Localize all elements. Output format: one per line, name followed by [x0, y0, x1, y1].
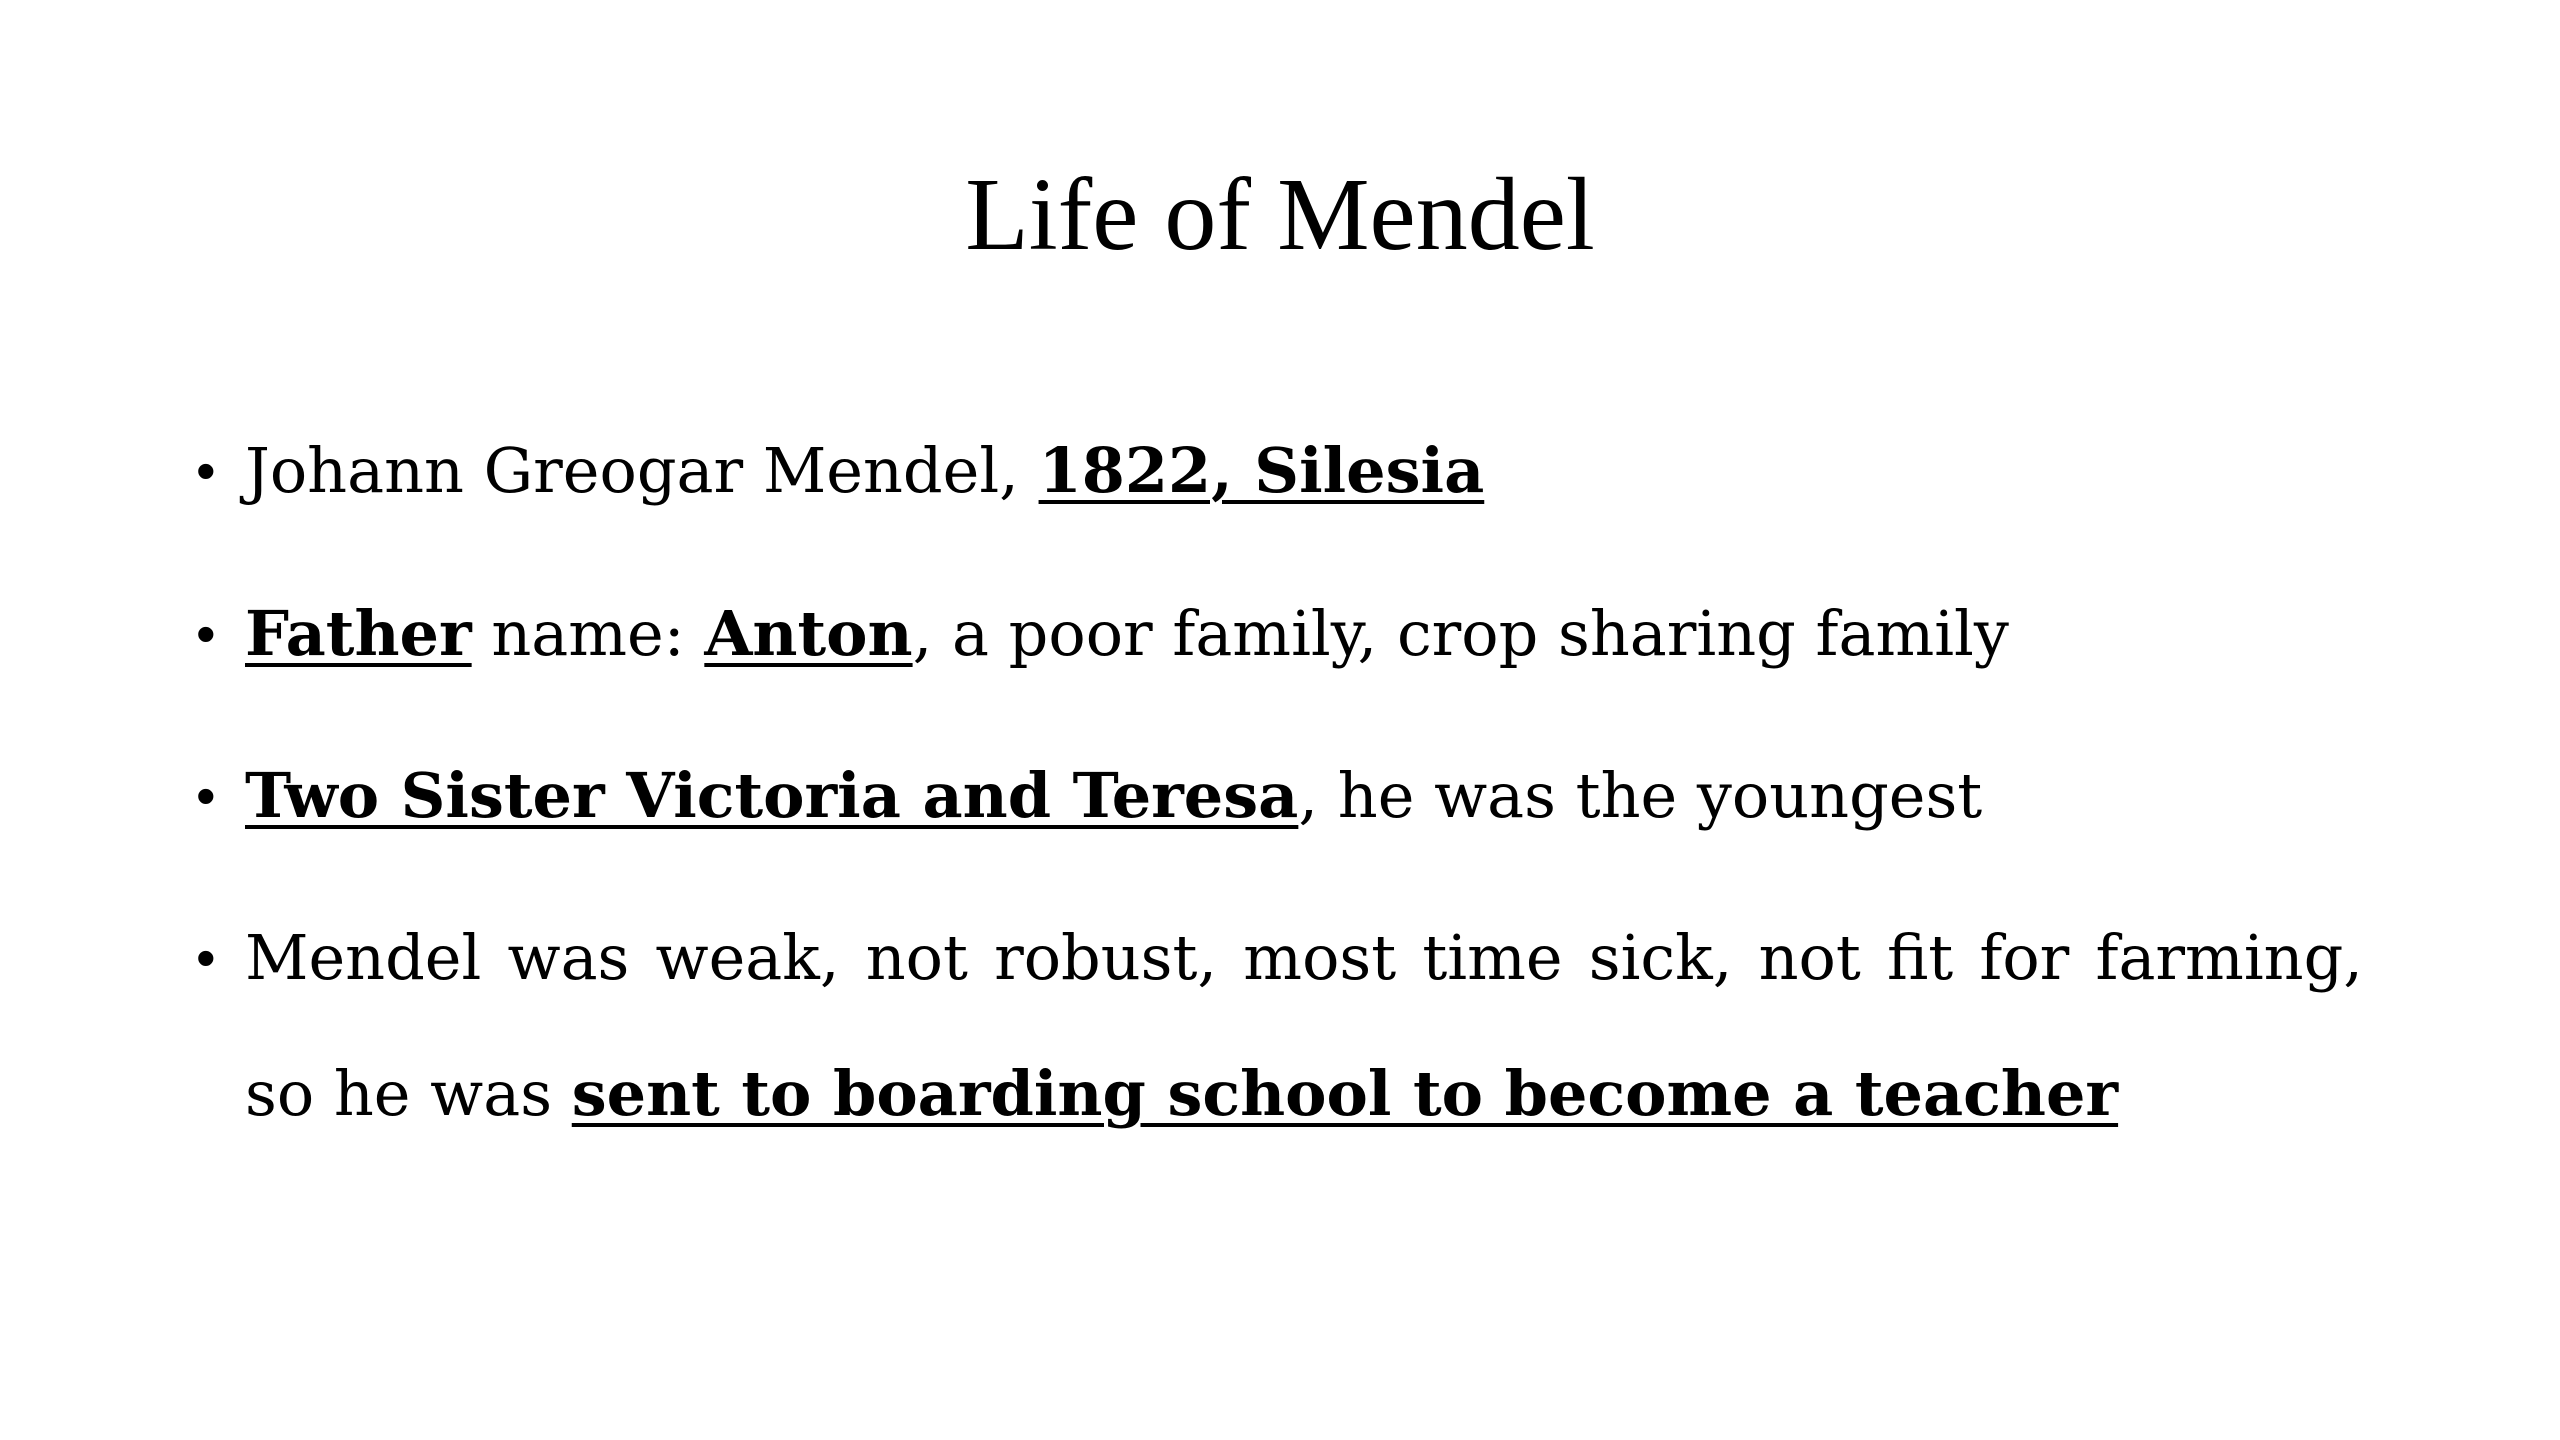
bullet-text-line: Mendel was weak, not robust, most time sick, not fit for farming, — [245, 921, 2363, 994]
bullet-text-emphasis: Anton — [704, 597, 913, 670]
bullet-text-plain: , he was the youngest — [1298, 759, 1983, 832]
slide-title: Life of Mendel — [965, 157, 1595, 272]
bullet-text — [245, 728, 2393, 864]
bullet-text-plain: name: — [471, 597, 705, 670]
bullet-text-line — [245, 1026, 2393, 1162]
bullet-text-plain: , a poor family, crop sharing family — [912, 597, 2009, 670]
bullet-dot-icon: • — [196, 439, 216, 502]
bullet-text-emphasis: sent to boarding school to become a teacher — [571, 1057, 2119, 1130]
bullet-text-emphasis: 1822, Silesia — [1038, 434, 1485, 507]
bullet-text-plain: Johann Greogar Mendel, — [245, 434, 1039, 507]
bullet-dot-icon: • — [196, 602, 216, 665]
bullet-text — [245, 403, 2393, 539]
bullet-text-emphasis: Two Sister Victoria and Teresa — [245, 759, 1299, 832]
bullet-text-emphasis: Father — [245, 597, 472, 670]
bullet-dot-icon: • — [196, 764, 216, 827]
bullet-text-plain: so he was — [245, 1057, 572, 1130]
bullet-dot-icon: • — [196, 926, 216, 989]
bullet-text — [245, 890, 2393, 1162]
bullet-text — [245, 566, 2393, 702]
